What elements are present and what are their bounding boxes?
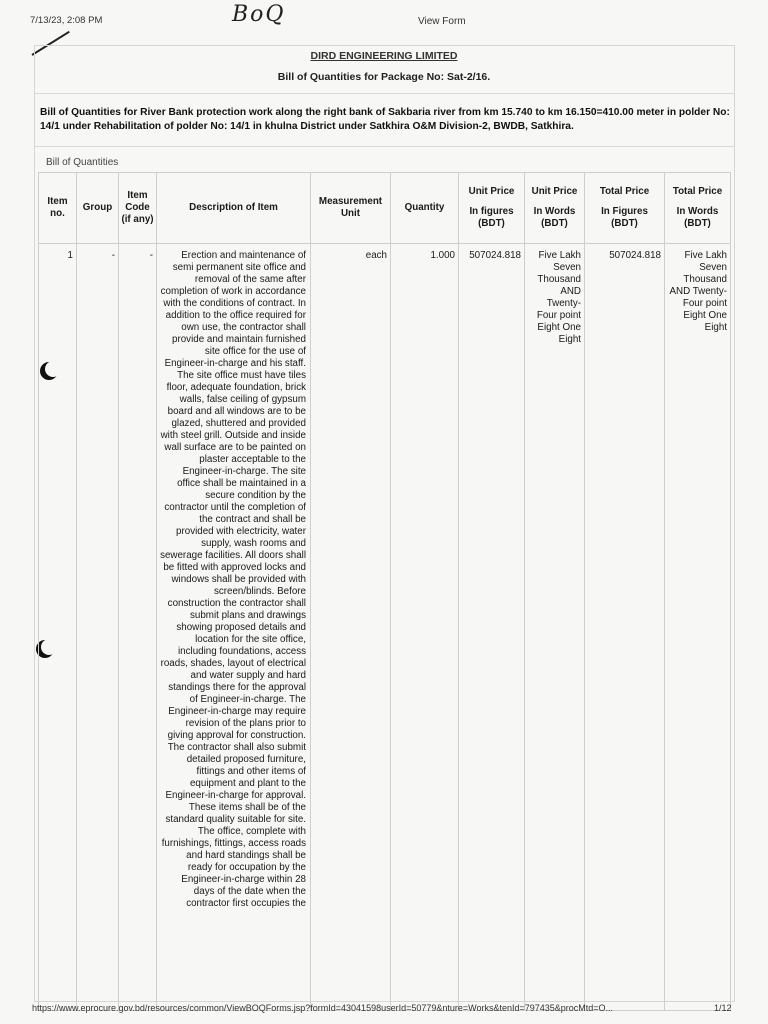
print-title: View Form — [418, 16, 466, 27]
col-unit-price-words-sub: In Words (BDT) — [533, 206, 576, 229]
cell-item-code: - — [119, 244, 157, 1011]
cell-unit-price: 507024.818 — [459, 244, 525, 1011]
cell-item-no: 1 — [39, 244, 77, 1011]
divider — [34, 146, 734, 147]
col-total-price-label: Total Price — [599, 186, 650, 197]
cell-unit: each — [311, 244, 391, 1011]
handwritten-note: BoQ — [232, 2, 286, 27]
col-total-price-words-label: Total Price — [672, 186, 723, 197]
section-label: Bill of Quantities — [46, 157, 119, 168]
col-unit: Measurement Unit — [311, 173, 391, 244]
col-description: Description of Item — [157, 173, 311, 244]
divider — [34, 93, 734, 94]
col-unit-price — [459, 173, 525, 244]
col-item-code: Item Code (if any) — [119, 173, 157, 244]
col-total-price-sub: In Figures (BDT) — [601, 206, 648, 229]
table-row — [39, 244, 731, 1011]
cell-unit-price-words: Five Lakh Seven Thousand AND Twenty-Four point Eight One Eight — [525, 244, 585, 1011]
col-total-price-words — [665, 173, 731, 244]
col-quantity: Quantity — [391, 173, 459, 244]
footer-url: https://www.eprocure.gov.bd/resources/common/ViewBOQForms.jsp?formId=43041598userId=50779&nture=Works&tenId=797435&procMtd=O... — [32, 1003, 614, 1013]
col-group: Group — [77, 173, 119, 244]
col-unit-price-label: Unit Price — [468, 186, 515, 197]
cell-quantity: 1.000 — [391, 244, 459, 1011]
cell-description: Erection and maintenance of semi permanent site office and removal of the same after completion of work in accordance with the conditions of contract. In addition to the office required for own use, the contractor shall provide and maintain furnished site office for the use of Engineer-in-charge and his staff. The site office must have tiles floor, adequate foundation, brick walls, false ceiling of gypsum board and all windows are to be glazed, shuttered and provided with steel grill. Outside and inside wall surface are to be painted on plaster acceptable to the Engineer-in-charge. The site office shall be maintained in a secure condition by the contractor until the completion of the contract and shall be provided with electricity, water supply, wash rooms and sewerage facilities. All doors shall be fitted with approved locks and windows shall be provided with screen/blinds. Before construction the contractor shall submit plans and drawings showing proposed details and location for the site office, including foundations, access roads, shades, layout of electrical and water supply and hard standings there for the approval of Engineer-in-charge. The Engineer-in-charge may require revision of the plans prior to giving approval for construction. The contractor shall also submit detailed proposed furniture, fittings and other items of equipment and plant to the Engineer-in-charge for approval. These items shall be of the standard quality suitable for site. The office, complete with furnishings, fittings, access roads and hard standings shall be ready for occupation by the Engineer-in-charge within 28 days of the date when the contractor first occupies the — [157, 244, 311, 1011]
col-unit-price-words-label: Unit Price — [531, 186, 578, 197]
footer-page-number: 1/12 — [714, 1003, 732, 1013]
print-datetime: 7/13/23, 2:08 PM — [30, 15, 103, 26]
col-unit-price-words — [525, 173, 585, 244]
cell-total-price-words: Five Lakh Seven Thousand AND Twenty-Four point Eight One Eight — [665, 244, 731, 1011]
cell-total-price: 507024.818 — [585, 244, 665, 1011]
cell-group: - — [77, 244, 119, 1011]
boq-package-title: Bill of Quantities for Package No: Sat-2/16. — [277, 71, 491, 83]
col-unit-price-sub: In figures (BDT) — [469, 206, 514, 229]
col-total-price-words-sub: In Words (BDT) — [676, 206, 719, 229]
work-description-heading: Bill of Quantities for River Bank protection work along the right bank of Sakbaria river from km 15.740 to km 16.150=410.00 meter in polder No: 14/1 under Rehabilitation of polder No: 14/1 in khulna District under Satkhira O&M Division-2, BWDB, Satkhira. — [40, 107, 730, 132]
table-header-row — [39, 173, 731, 244]
boq-table — [38, 172, 731, 1011]
col-item-no: Item no. — [39, 173, 77, 244]
company-name: DIRD ENGINEERING LIMITED — [310, 50, 458, 62]
col-total-price — [585, 173, 665, 244]
